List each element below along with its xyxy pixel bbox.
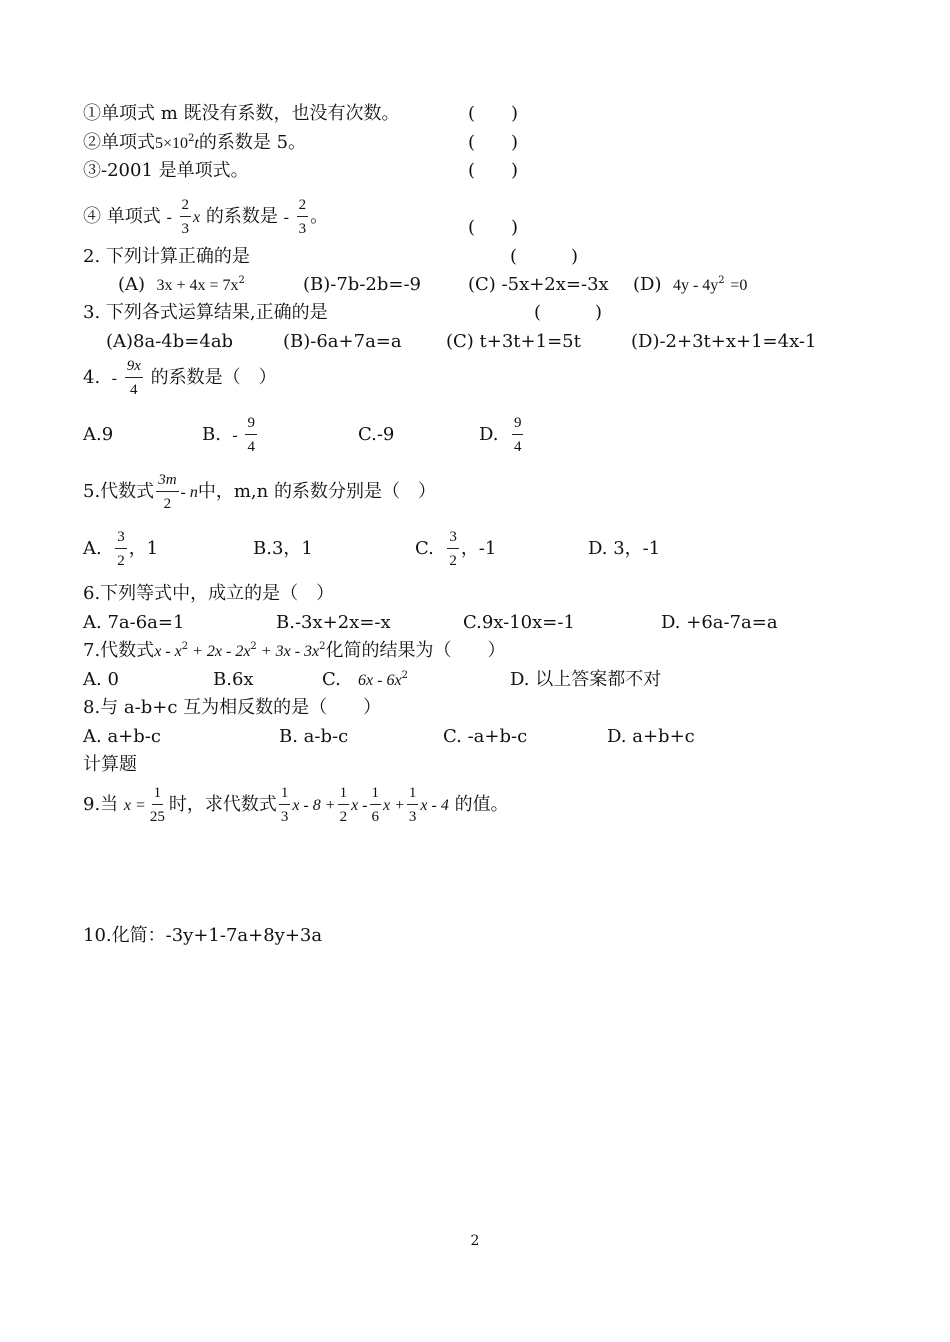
q3-stem: 3. 下列各式运算结果,正确的是	[83, 302, 328, 323]
q8-option-b: B. a-b-c	[279, 726, 349, 747]
q2-option-c: (C) -5x+2x=-3x	[468, 274, 609, 295]
q6-option-d: D. +6a-7a=a	[661, 612, 778, 633]
q8-option-c: C. -a+b-c	[443, 726, 528, 747]
q4-option-d: D. $\frac{9}{4}$	[479, 415, 522, 455]
fraction: $\frac{1}{2}$	[339, 785, 348, 825]
q2-bracket: ( )	[510, 246, 579, 267]
fraction: $\frac{2}{3}$	[181, 197, 190, 237]
q5-option-b: B.3，1	[253, 538, 313, 559]
q5-option-d: D. 3，-1	[588, 538, 661, 559]
q3-bracket: ( )	[534, 302, 603, 323]
q6-stem: 6.下列等式中，成立的是（ ）	[83, 583, 335, 604]
q1-statement-3: ③-2001 是单项式。	[83, 160, 249, 181]
q6-option-a: A. 7a-6a=1	[83, 612, 185, 633]
q7-option-a: A. 0	[83, 669, 119, 690]
fraction: $\frac{1}{25}$	[149, 785, 165, 825]
fraction: $\frac{3}{2}$	[117, 529, 125, 569]
q1-bracket-3: ( )	[468, 160, 519, 181]
q9-stem: 9.当 x = $\frac{1}{25}$ 时，求代数式 $\frac{1}{3}$ x - 8 + $\frac{1}{2}$ x - $\frac{1}{6}$ x + $\frac{1}{3}$ x - 4 的值。	[83, 785, 509, 825]
page-number: 2	[470, 1233, 480, 1249]
q3-option-b: (B)-6a+7a=a	[283, 331, 402, 352]
q7-option-c: C. $6x - 6x^2$	[322, 669, 408, 690]
q5-option-c: C. $\frac{3}{2}$ ，-1	[415, 529, 497, 569]
q10-stem: 10.化简：-3y+1-7a+8y+3a	[83, 925, 323, 946]
q5-stem: 5.代数式 $\frac{3m}{2}$ - n中，m,n 的系数分别是（ ）	[83, 472, 436, 512]
q1-statement-2: ②单项式$5\times 10^2t$的系数是 5。	[83, 132, 307, 153]
q2-option-b: (B)-7b-2b=-9	[303, 274, 422, 295]
q6-option-c: C.9x-10x=-1	[463, 612, 575, 633]
section-title: 计算题	[83, 754, 137, 775]
fraction: $\frac{1}{3}$	[408, 785, 417, 825]
q8-stem: 8.与 a-b+c 互为相反数的是（ ）	[83, 697, 382, 718]
fraction: $\frac{3}{2}$	[449, 529, 457, 569]
q4-option-b: B. - $\frac{9}{4}$	[202, 415, 255, 455]
q5-option-a: A. $\frac{3}{2}$ ，1	[83, 529, 159, 569]
q1-bracket-4: ( )	[468, 217, 519, 238]
q4-stem: 4. - $\frac{9x}{4}$ 的系数是（ ）	[83, 358, 277, 398]
q4-option-a: A.9	[83, 424, 114, 445]
q8-option-d: D. a+b+c	[607, 726, 695, 747]
q2-stem: 2. 下列计算正确的是	[83, 246, 250, 267]
q1-statement-1: ①单项式 m 既没有系数，也没有次数。	[83, 103, 400, 124]
q1-bracket-1: ( )	[468, 103, 519, 124]
q7-stem: 7.代数式$x - x^2 + 2x - 2x^2 + 3x - 3x^2$化简的结果为（ ）	[83, 640, 506, 661]
q3-option-c: (C) t+3t+1=5t	[446, 331, 581, 352]
q7-option-b: B.6x	[213, 669, 254, 690]
q3-option-a: (A)8a-4b=4ab	[106, 331, 234, 352]
q8-option-a: A. a+b-c	[83, 726, 161, 747]
fraction: $\frac{9x}{4}$	[126, 358, 141, 398]
fraction: $\frac{9}{4}$	[513, 415, 522, 455]
q2-option-a: (A) $3x + 4x = 7x^2$	[118, 274, 245, 295]
fraction: $\frac{1}{3}$	[280, 785, 289, 825]
q3-option-d: (D)-2+3t+x+1=4x-1	[631, 331, 817, 352]
q1-statement-4: ④ 单项式 - $\frac{2}{3}$ x 的系数是 - $\frac{2}{3}$ 。	[83, 197, 329, 237]
q4-option-c: C.-9	[358, 424, 395, 445]
q6-option-b: B.-3x+2x=-x	[276, 612, 391, 633]
fraction: $\frac{3m}{2}$	[158, 472, 177, 512]
fraction: $\frac{9}{4}$	[247, 415, 255, 455]
fraction: $\frac{1}{6}$	[371, 785, 379, 825]
q2-option-d: (D) $4y - 4y^2 =0$	[633, 274, 748, 295]
q1-bracket-2: ( )	[468, 132, 519, 153]
q7-option-d: D. 以上答案都不对	[510, 669, 662, 690]
fraction: $\frac{2}{3}$	[298, 197, 307, 237]
